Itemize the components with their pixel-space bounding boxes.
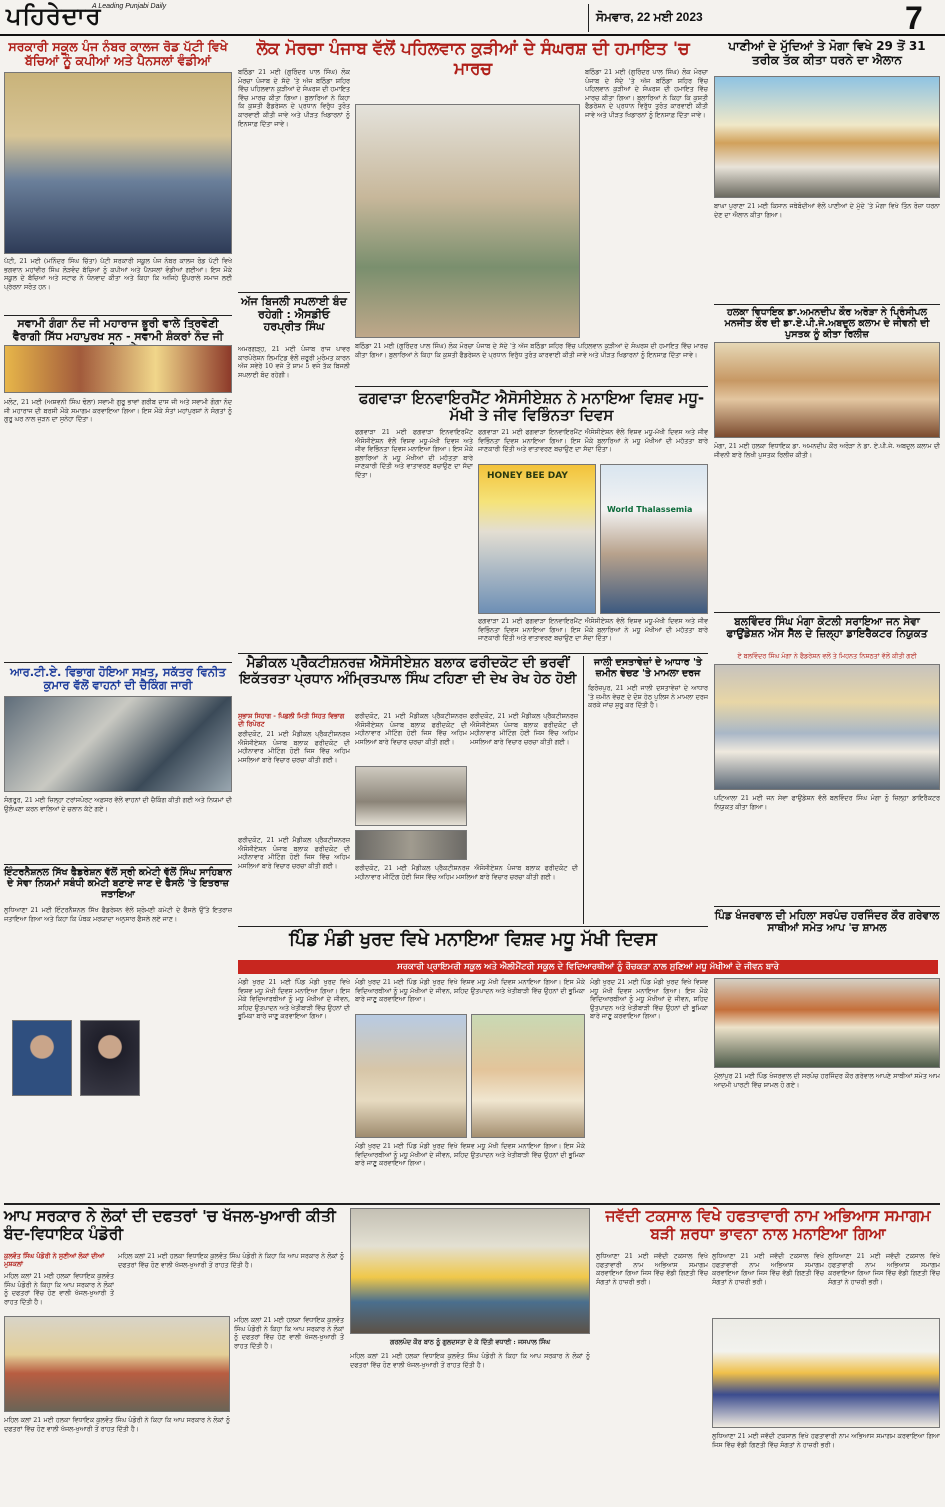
masthead: [0, 0, 945, 36]
divider: [238, 926, 708, 927]
aap-photo: [4, 1316, 230, 1412]
newspaper-logo: ਪਹਿਰੇਦਾਰ: [6, 2, 102, 30]
divider: [583, 656, 584, 924]
balwinder-photo: [714, 664, 940, 790]
mandi-subhead: ਸਰਕਾਰੀ ਪ੍ਰਾਇਮਰੀ ਸਕੂਲ ਅਤੇ ਐਲੀਮੈਂਟਰੀ ਸਕੂਲ ਦੇ ਵਿਦਿਆਰਥੀਆਂ ਨੂੰ ਰੌਚਕਤਾ ਨਾਲ ਸੁਣਿਆਂ ਮਧੂ ਮੱਖੀਆਂ ਦੇ ਜੀਵਨ ਬਾਰੇ: [238, 960, 938, 974]
wrestlers-headline: ਲੋਕ ਮੋਰਚਾ ਪੰਜਾਬ ਵੱਲੋਂ ਪਹਿਲਵਾਨ ਕੁੜੀਆਂ ਦੇ ਸੰਘਰਸ਼ ਦੀ ਹਮਾਇਤ 'ਚ ਮਾਰਚ: [256, 39, 690, 79]
swami-photo: [4, 345, 232, 393]
divider: [4, 315, 232, 316]
gift-photo: [350, 1208, 590, 1334]
phagwara-body-bottom: ਫਗਵਾੜਾ 21 ਮਈ ਫਗਵਾੜਾ ਇਨਵਾਇਰਮੈਂਟ ਐਸੋਸੀਏਸ਼ਨ ਵੱਲੋਂ ਵਿਸ਼ਵ ਮਧੂ-ਮੱਖੀ ਦਿਵਸ ਅਤੇ ਜੀਵ ਵਿਭਿੰਨਤਾ ਦਿਵਸ ਮਨਾਇਆ ਗਿਆ। ਇਸ ਮੌਕੇ ਬੁਲਾਰਿਆਂ ਨੇ ਮਧੂ ਮੱਖੀਆਂ ਦੀ ਮਹੱਤਤਾ ਬਾਰੇ ਜਾਣਕਾਰੀ ਦਿੱਤੀ ਅਤੇ ਵਾਤਾਵਰਣ ਬਚਾਉਣ ਦਾ ਸੱਦਾ ਦਿੱਤਾ।: [478, 617, 708, 643]
thalassemia-banner: World Thalassemia: [607, 505, 693, 514]
book-body: ਮੋਗਾ, 21 ਮਈ ਹਲਕਾ ਵਿਧਾਇਕ ਡਾ. ਅਮਨਦੀਪ ਕੌਰ ਅਰੋੜਾ ਨੇ ਡਾ. ਏ.ਪੀ.ਜੇ. ਅਬਦੁਲ ਕਲਾਮ ਦੀ ਜੀਵਨੀ ਬਾਰੇ ਲਿਖੀ ਪੁਸਤਕ ਰਿਲੀਜ਼ ਕੀਤੀ।: [714, 442, 940, 459]
school-body: ਪੱਟੀ, 21 ਮਈ (ਮਨਿੰਦਰ ਸਿੰਘ ਚਿੱਤਾ) ਪੱਟੀ ਸਰਕਾਰੀ ਸਕੂਲ ਪੰਜ ਨੰਬਰ ਕਾਲਜ ਰੋਡ ਪੱਟੀ ਵਿਖੇ ਭਗਵਾਨ ਮਹਾਂਵੀਰ ਸਿੰਘ ਲੋੜਵੰਦ ਬੱਚਿਆਂ ਨੂੰ ਕਪੀਆਂ ਅਤੇ ਪੈਨਸਲਾਂ ਵੰਡੀਆਂ ਗਈਆਂ। ਇਸ ਮੌਕੇ ਸਕੂਲ ਦੇ ਬੱਚਿਆਂ ਅਤੇ ਸਟਾਫ ਨੇ ਧੰਨਵਾਦ ਕੀਤਾ ਅਤੇ ਕਿਹਾ ਕਿ ਅਜਿਹੇ ਉਪਰਾਲੇ ਸਮਾਜ ਲਈ ਪ੍ਰੇਰਨਾ ਸਰੋਤ ਹਨ।: [4, 257, 232, 291]
mandi-body-1: ਮੰਡੀ ਖੁਰਦ 21 ਮਈ ਪਿੰਡ ਮੰਡੀ ਖੁਰਦ ਵਿਖੇ ਵਿਸ਼ਵ ਮਧੂ ਮੱਖੀ ਦਿਵਸ ਮਨਾਇਆ ਗਿਆ। ਇਸ ਮੌਕੇ ਵਿਦਿਆਰਥੀਆਂ ਨੂੰ ਮਧੂ ਮੱਖੀਆਂ ਦੇ ਜੀਵਨ, ਸ਼ਹਿਦ ਉਤਪਾਦਨ ਅਤੇ ਖੇਤੀਬਾੜੀ ਵਿੱਚ ਉਹਨਾਂ ਦੀ ਭੂਮਿਕਾ ਬਾਰੇ ਜਾਣੂ ਕਰਵਾਇਆ ਗਿਆ।: [238, 978, 350, 1021]
divider: [238, 653, 708, 654]
rto-body: ਸੰਗਰੂਰ, 21 ਮਈ ਜ਼ਿਲ੍ਹਾ ਟਰਾਂਸਪੋਰਟ ਅਫ਼ਸਰ ਵੱਲੋਂ ਵਾਹਨਾਂ ਦੀ ਚੈਕਿੰਗ ਕੀਤੀ ਗਈ ਅਤੇ ਨਿਯਮਾਂ ਦੀ ਉਲੰਘਣਾ ਕਰਨ ਵਾਲਿਆਂ ਦੇ ਚਲਾਨ ਕੱਟੇ ਗਏ।: [4, 796, 232, 813]
aap-body-1: ਮਹਿਲ ਕਲਾਂ 21 ਮਈ ਹਲਕਾ ਵਿਧਾਇਕ ਕੁਲਵੰਤ ਸਿੰਘ ਪੰਡੋਰੀ ਨੇ ਕਿਹਾ ਕਿ ਆਪ ਸਰਕਾਰ ਨੇ ਲੋਕਾਂ ਨੂੰ ਦਫਤਰਾਂ ਵਿੱਚ ਹੋਣ ਵਾਲੀ ਖੱਜਲ-ਖੁਆਰੀ ਤੋਂ ਰਾਹਤ ਦਿੱਤੀ ਹੈ।: [4, 1272, 114, 1306]
khanjarwal-headline: ਪਿੰਡ ਖੰਜਰਵਾਲ ਦੀ ਮਹਿਲਾ ਸਰਪੰਚ ਹਰਜਿੰਦਰ ਕੌਰ ਗਰੇਵਾਲ ਸਾਥੀਆਂ ਸਮੇਤ ਆਪ 'ਚ ਸ਼ਾਮਲ: [714, 910, 940, 935]
masthead-divider: [588, 4, 589, 32]
taksal-headline: ਜਵੱਦੀ ਟਕਸਾਲ ਵਿਖੇ ਹਫਤਾਵਾਰੀ ਨਾਮ ਅਭਿਆਸ ਸਮਾਗਮ ਬੜੀ ਸ਼ਰਧਾ ਭਾਵਨਾ ਨਾਲ ਮਨਾਇਆ ਗਿਆ: [605, 1207, 931, 1243]
medical-body: ਫਰੀਦਕੋਟ, 21 ਮਈ ਮੈਡੀਕਲ ਪ੍ਰੈਕਟੀਸ਼ਨਰਜ਼ ਐਸੋਸੀਏਸ਼ਨ ਪੰਜਾਬ ਬਲਾਕ ਫਰੀਦਕੋਟ ਦੀ ਮਹੀਨਾਵਾਰ ਮੀਟਿੰਗ ਹੋਈ ਜਿਸ ਵਿੱਚ ਅਹਿਮ ਮਸਲਿਆਂ ਬਾਰੇ ਵਿਚਾਰ ਚਰਚਾ ਕੀਤੀ ਗਈ।: [238, 730, 350, 764]
book-headline: ਹਲਕਾ ਵਿਧਾਇਕ ਡਾ.ਅਮਨਦੀਪ ਕੌਰ ਅਰੋੜਾ ਨੇ ਪ੍ਰਿੰਸੀਪਲ ਮਨਜੀਤ ਕੌਰ ਦੀ ਡਾ.ਏ.ਪੀ.ਜੇ.ਅਬਦੁਲ ਕਲਾਮ ਦੇ ਜੀਵਨੀ ਦੀ ਪੁਸਤਕ ਨੂੰ ਕੀਤਾ ਰਿਲੀਜ਼: [724, 307, 930, 340]
school-headline: ਸਰਕਾਰੀ ਸਕੂਲ ਪੰਜ ਨੰਬਰ ਕਾਲਜ ਰੋਡ ਪੱਟੀ ਵਿਖੇ ਬੱਚਿਆਂ ਨੂੰ ਕਪੀਆਂ ਅਤੇ ਪੈਨਸਲਾਂ ਵੰਡੀਆਂ: [8, 39, 228, 69]
fakedocs-headline: ਜਾਲੀ ਦਸਤਾਵੇਜ਼ਾਂ ਦੇ ਆਧਾਰ 'ਤੇ ਜ਼ਮੀਨ ਵੇਚਣ 'ਤੇ ਮਾਮਲਾ ਦਰਜ: [594, 657, 702, 679]
balwinder-headline: ਬਲਵਿੰਦਰ ਸਿੰਘ ਮੰਗਾ ਕੋਟਲੀ ਸਰਾਇਆ ਜਨ ਸੇਵਾ ਫਾਉਂਡੇਸ਼ਨ ਔਸ ਸੈੱਲ ਦੇ ਜ਼ਿਲ੍ਹਾ ਡਾਇਰੈਕਟਰ ਨਿਯੁਕਤ: [726, 616, 928, 641]
taksal-body-4: ਲੁਧਿਆਣਾ 21 ਮਈ ਜਵੱਦੀ ਟਕਸਾਲ ਵਿਖੇ ਹਫਤਾਵਾਰੀ ਨਾਮ ਅਭਿਆਸ ਸਮਾਗਮ ਕਰਵਾਇਆ ਗਿਆ ਜਿਸ ਵਿੱਚ ਵੱਡੀ ਗਿਣਤੀ ਵਿੱਚ ਸੰਗਤਾਂ ਨੇ ਹਾਜ਼ਰੀ ਭਰੀ।: [712, 1432, 940, 1449]
moga-body: ਬਾਘਾ ਪੁਰਾਣਾ 21 ਮਈ ਕਿਸਾਨ ਜਥੇਬੰਦੀਆਂ ਵੱਲੋਂ ਪਾਣੀਆਂ ਦੇ ਮੁੱਦੇ 'ਤੇ ਮੋਗਾ ਵਿਖੇ ਤਿੰਨ ਰੋਜ਼ਾ ਧਰਨਾ ਦੇਣ ਦਾ ਐਲਾਨ ਕੀਤਾ ਗਿਆ।: [714, 202, 940, 219]
divider: [4, 662, 232, 663]
bee-day-banner: HONEY BEE DAY: [487, 471, 568, 481]
phagwara-body-top: ਫਗਵਾੜਾ 21 ਮਈ ਫਗਵਾੜਾ ਇਨਵਾਇਰਮੈਂਟ ਐਸੋਸੀਏਸ਼ਨ ਵੱਲੋਂ ਵਿਸ਼ਵ ਮਧੂ-ਮੱਖੀ ਦਿਵਸ ਅਤੇ ਜੀਵ ਵਿਭਿੰਨਤਾ ਦਿਵਸ ਮਨਾਇਆ ਗਿਆ। ਇਸ ਮੌਕੇ ਬੁਲਾਰਿਆਂ ਨੇ ਮਧੂ ਮੱਖੀਆਂ ਦੀ ਮਹੱਤਤਾ ਬਾਰੇ ਜਾਣਕਾਰੀ ਦਿੱਤੀ ਅਤੇ ਵਾਤਾਵਰਣ ਬਚਾਉਣ ਦਾ ਸੱਦਾ ਦਿੱਤਾ।: [478, 428, 708, 454]
divider: [355, 386, 708, 387]
rto-headline: ਆਰ.ਟੀ.ਏ. ਵਿਭਾਗ ਹੋਇਆ ਸਖ਼ਤ, ਸਕੱਤਰ ਵਿਨੀਤ ਕੁਮਾਰ ਵੱਲੋਂ ਵਾਹਨਾਂ ਦੀ ਚੈਕਿੰਗ ਜਾਰੀ: [10, 665, 226, 693]
isf-headline: ਇੰਟਰਨੈਸ਼ਨਲ ਸਿੱਖ ਫੈਡਰੇਸ਼ਨ ਵੱਲੋਂ ਸ੍ਰੀ ਕਮੇਟੀ ਵੱਲੋਂ ਸਿੰਘ ਸਾਹਿਬਾਨ ਦੇ ਸੇਵਾ ਨਿਯਮਾਂ ਸਬੰਧੀ ਕਮੇਟੀ ਬਣਾਏ ਜਾਣ ਦੇ ਫੈਸਲੇ 'ਤੇ ਇਤਰਾਜ਼ ਜਤਾਇਆ: [4, 867, 232, 900]
medical-body-2: ਫਰੀਦਕੋਟ, 21 ਮਈ ਮੈਡੀਕਲ ਪ੍ਰੈਕਟੀਸ਼ਨਰਜ਼ ਐਸੋਸੀਏਸ਼ਨ ਪੰਜਾਬ ਬਲਾਕ ਫਰੀਦਕੋਟ ਦੀ ਮਹੀਨਾਵਾਰ ਮੀਟਿੰਗ ਹੋਈ ਜਿਸ ਵਿੱਚ ਅਹਿਮ ਮਸਲਿਆਂ ਬਾਰੇ ਵਿਚਾਰ ਚਰਚਾ ਕੀਤੀ ਗਈ।: [238, 836, 350, 870]
taksal-body-2: ਲੁਧਿਆਣਾ 21 ਮਈ ਜਵੱਦੀ ਟਕਸਾਲ ਵਿਖੇ ਹਫਤਾਵਾਰੀ ਨਾਮ ਅਭਿਆਸ ਸਮਾਗਮ ਕਰਵਾਇਆ ਗਿਆ ਜਿਸ ਵਿੱਚ ਵੱਡੀ ਗਿਣਤੀ ਵਿੱਚ ਸੰਗਤਾਂ ਨੇ ਹਾਜ਼ਰੀ ਭਰੀ।: [712, 1252, 824, 1286]
gift-caption: ਗਰਲਪੰਦ ਕੌਰ ਬਾਠ ਨੂੰ ਗੁਲਦਸਤਾ ਦੇ ਕੇ ਦਿੱਤੀ ਵਧਾਈ : ਜਸਪਾਲ ਸਿੰਘ: [389, 1338, 551, 1346]
phagwara-body: ਫਗਵਾੜਾ 21 ਮਈ ਫਗਵਾੜਾ ਇਨਵਾਇਰਮੈਂਟ ਐਸੋਸੀਏਸ਼ਨ ਵੱਲੋਂ ਵਿਸ਼ਵ ਮਧੂ-ਮੱਖੀ ਦਿਵਸ ਅਤੇ ਜੀਵ ਵਿਭਿੰਨਤਾ ਦਿਵਸ ਮਨਾਇਆ ਗਿਆ। ਇਸ ਮੌਕੇ ਬੁਲਾਰਿਆਂ ਨੇ ਮਧੂ ਮੱਖੀਆਂ ਦੀ ਮਹੱਤਤਾ ਬਾਰੇ ਜਾਣਕਾਰੀ ਦਿੱਤੀ ਅਤੇ ਵਾਤਾਵਰਣ ਬਚਾਉਣ ਦਾ ਸੱਦਾ ਦਿੱਤਾ।: [355, 428, 473, 479]
taksal-body-3: ਲੁਧਿਆਣਾ 21 ਮਈ ਜਵੱਦੀ ਟਕਸਾਲ ਵਿਖੇ ਹਫਤਾਵਾਰੀ ਨਾਮ ਅਭਿਆਸ ਸਮਾਗਮ ਕਰਵਾਇਆ ਗਿਆ ਜਿਸ ਵਿੱਚ ਵੱਡੀ ਗਿਣਤੀ ਵਿੱਚ ਸੰਗਤਾਂ ਨੇ ਹਾਜ਼ਰੀ ਭਰੀ।: [828, 1252, 940, 1286]
divider: [4, 1203, 940, 1205]
aap-body-3: ਮਹਿਲ ਕਲਾਂ 21 ਮਈ ਹਲਕਾ ਵਿਧਾਇਕ ਕੁਲਵੰਤ ਸਿੰਘ ਪੰਡੋਰੀ ਨੇ ਕਿਹਾ ਕਿ ਆਪ ਸਰਕਾਰ ਨੇ ਲੋਕਾਂ ਨੂੰ ਦਫਤਰਾਂ ਵਿੱਚ ਹੋਣ ਵਾਲੀ ਖੱਜਲ-ਖੁਆਰੀ ਤੋਂ ਰਾਹਤ ਦਿੱਤੀ ਹੈ।: [234, 1316, 344, 1350]
issue-date: ਸੋਮਵਾਰ, 22 ਮਈ 2023: [596, 10, 703, 24]
khanjarwal-body: ਮੁੱਲਾਂਪੁਰ 21 ਮਈ ਪਿੰਡ ਖੰਜਰਵਾਲ ਦੀ ਸਰਪੰਚ ਹਰਜਿੰਦਰ ਕੌਰ ਗਰੇਵਾਲ ਆਪਣੇ ਸਾਥੀਆਂ ਸਮੇਤ ਆਮ ਆਦਮੀ ਪਾਰਟੀ ਵਿੱਚ ਸ਼ਾਮਲ ਹੋ ਗਏ।: [714, 1072, 940, 1089]
fakedocs-body: ਫਿਰੋਜ਼ਪੁਰ, 21 ਮਈ ਜਾਲੀ ਦਸਤਾਵੇਜ਼ਾਂ ਦੇ ਆਧਾਰ 'ਤੇ ਜ਼ਮੀਨ ਵੇਚਣ ਦੇ ਦੋਸ਼ ਹੇਠ ਪੁਲਿਸ ਨੇ ਮਾਮਲਾ ਦਰਜ ਕਰਕੇ ਜਾਂਚ ਸ਼ੁਰੂ ਕਰ ਦਿੱਤੀ ਹੈ।: [588, 684, 708, 710]
medical-photo-1: [355, 766, 467, 826]
aap-headline: ਆਪ ਸਰਕਾਰ ਨੇ ਲੋਕਾਂ ਦੀ ਦਫਤਰਾਂ 'ਚ ਖੱਜਲ-ਖੁਆਰੀ ਕੀਤੀ ਬੰਦ-ਵਿਧਾਇਕ ਪੰਡੋਰੀ: [4, 1207, 336, 1243]
taksal-photo: [712, 1318, 940, 1428]
wrestlers-body-bottom: ਬਠਿੰਡਾ 21 ਮਈ (ਗੁਰਿੰਦਰ ਪਾਲ ਸਿੰਘ) ਲੋਕ ਮੋਰਚਾ ਪੰਜਾਬ ਦੇ ਸੱਦੇ 'ਤੇ ਅੱਜ ਬਠਿੰਡਾ ਸ਼ਹਿਰ ਵਿੱਚ ਪਹਿਲਵਾਨ ਕੁੜੀਆਂ ਦੇ ਸੰਘਰਸ਼ ਦੀ ਹਮਾਇਤ ਵਿੱਚ ਮਾਰਚ ਕੀਤਾ ਗਿਆ। ਬੁਲਾਰਿਆਂ ਨੇ ਕਿਹਾ ਕਿ ਕੁਸ਼ਤੀ ਫੈਡਰੇਸ਼ਨ ਦੇ ਪ੍ਰਧਾਨ ਵਿਰੁੱਧ ਤੁਰੰਤ ਕਾਰਵਾਈ ਕੀਤੀ ਜਾਵੇ ਅਤੇ ਪੀੜਤ ਖਿਡਾਰਨਾਂ ਨੂੰ ਇਨਸਾਫ਼ ਦਿੱਤਾ ਜਾਵੇ।: [355, 342, 708, 359]
portrait-2: [80, 1020, 140, 1096]
aap-byline: ਕੁਲਵੰਤ ਸਿੰਘ ਪੰਡੋਰੀ ਨੇ ਸੁਣੀਆਂ ਲੋਕਾਂ ਦੀਆਂ ਮੁਸ਼ਕਲਾਂ: [4, 1252, 105, 1269]
newspaper-tagline: A Leading Punjabi Daily: [92, 3, 167, 10]
page-number: 7: [905, 0, 923, 36]
wrestlers-body-left: ਬਠਿੰਡਾ 21 ਮਈ (ਗੁਰਿੰਦਰ ਪਾਲ ਸਿੰਘ) ਲੋਕ ਮੋਰਚਾ ਪੰਜਾਬ ਦੇ ਸੱਦੇ 'ਤੇ ਅੱਜ ਬਠਿੰਡਾ ਸ਼ਹਿਰ ਵਿੱਚ ਪਹਿਲਵਾਨ ਕੁੜੀਆਂ ਦੇ ਸੰਘਰਸ਼ ਦੀ ਹਮਾਇਤ ਵਿੱਚ ਮਾਰਚ ਕੀਤਾ ਗਿਆ। ਬੁਲਾਰਿਆਂ ਨੇ ਕਿਹਾ ਕਿ ਕੁਸ਼ਤੀ ਫੈਡਰੇਸ਼ਨ ਦੇ ਪ੍ਰਧਾਨ ਵਿਰੁੱਧ ਤੁਰੰਤ ਕਾਰਵਾਈ ਕੀਤੀ ਜਾਵੇ ਅਤੇ ਪੀੜਤ ਖਿਡਾਰਨਾਂ ਨੂੰ ਇਨਸਾਫ਼ ਦਿੱਤਾ ਜਾਵੇ।: [238, 68, 350, 128]
aap-body-2: ਮਹਿਲ ਕਲਾਂ 21 ਮਈ ਹਲਕਾ ਵਿਧਾਇਕ ਕੁਲਵੰਤ ਸਿੰਘ ਪੰਡੋਰੀ ਨੇ ਕਿਹਾ ਕਿ ਆਪ ਸਰਕਾਰ ਨੇ ਲੋਕਾਂ ਨੂੰ ਦਫਤਰਾਂ ਵਿੱਚ ਹੋਣ ਵਾਲੀ ਖੱਜਲ-ਖੁਆਰੀ ਤੋਂ ਰਾਹਤ ਦਿੱਤੀ ਹੈ।: [118, 1252, 344, 1269]
aap-body-4: ਮਹਿਲ ਕਲਾਂ 21 ਮਈ ਹਲਕਾ ਵਿਧਾਇਕ ਕੁਲਵੰਤ ਸਿੰਘ ਪੰਡੋਰੀ ਨੇ ਕਿਹਾ ਕਿ ਆਪ ਸਰਕਾਰ ਨੇ ਲੋਕਾਂ ਨੂੰ ਦਫਤਰਾਂ ਵਿੱਚ ਹੋਣ ਵਾਲੀ ਖੱਜਲ-ਖੁਆਰੀ ਤੋਂ ਰਾਹਤ ਦਿੱਤੀ ਹੈ।: [4, 1416, 230, 1433]
mandi-body-4: ਮੰਡੀ ਖੁਰਦ 21 ਮਈ ਪਿੰਡ ਮੰਡੀ ਖੁਰਦ ਵਿਖੇ ਵਿਸ਼ਵ ਮਧੂ ਮੱਖੀ ਦਿਵਸ ਮਨਾਇਆ ਗਿਆ। ਇਸ ਮੌਕੇ ਵਿਦਿਆਰਥੀਆਂ ਨੂੰ ਮਧੂ ਮੱਖੀਆਂ ਦੇ ਜੀਵਨ, ਸ਼ਹਿਦ ਉਤਪਾਦਨ ਅਤੇ ਖੇਤੀਬਾੜੀ ਵਿੱਚ ਉਹਨਾਂ ਦੀ ਭੂਮਿਕਾ ਬਾਰੇ ਜਾਣੂ ਕਰਵਾਇਆ ਗਿਆ।: [590, 978, 708, 1021]
balwinder-body: ਪਟਿਆਲਾ 21 ਮਈ ਜਨ ਸੇਵਾ ਫਾਉਂਡੇਸ਼ਨ ਵੱਲੋਂ ਬਲਵਿੰਦਰ ਸਿੰਘ ਮੰਗਾ ਨੂੰ ਜ਼ਿਲ੍ਹਾ ਡਾਇਰੈਕਟਰ ਨਿਯੁਕਤ ਕੀਤਾ ਗਿਆ।: [714, 794, 940, 811]
swami-headline: ਸਵਾਮੀ ਗੰਗਾ ਨੰਦ ਜੀ ਮਹਾਰਾਜ ਭੂਰੀ ਵਾਲੇ ਤ੍ਰਿਵੇਣੀ ਵੈਰਾਗੀ ਸਿੱਧ ਮਹਾਪੁਰਖ ਸਨ - ਸਵਾਮੀ ਸ਼ੰਕਰਾਂ ਨੰਦ ਜੀ: [12, 317, 224, 343]
medical-body-3: ਫਰੀਦਕੋਟ, 21 ਮਈ ਮੈਡੀਕਲ ਪ੍ਰੈਕਟੀਸ਼ਨਰਜ਼ ਐਸੋਸੀਏਸ਼ਨ ਪੰਜਾਬ ਬਲਾਕ ਫਰੀਦਕੋਟ ਦੀ ਮਹੀਨਾਵਾਰ ਮੀਟਿੰਗ ਹੋਈ ਜਿਸ ਵਿੱਚ ਅਹਿਮ ਮਸਲਿਆਂ ਬਾਰੇ ਵਿਚਾਰ ਚਰਚਾ ਕੀਤੀ ਗਈ।: [355, 712, 467, 746]
divider: [4, 864, 232, 865]
divider: [238, 292, 350, 293]
power-headline: ਅੱਜ ਬਿਜਲੀ ਸਪਲਾਈ ਬੰਦ ਰਹੇਗੀ : ਐਸਡੀਓ ਹਰਪ੍ਰੀਤ ਸਿੰਘ: [241, 295, 347, 334]
moga-headline: ਪਾਣੀਆਂ ਦੇ ਮੁੱਦਿਆਂ ਤੇ ਮੋਗਾ ਵਿਖੇ 29 ਤੋਂ 31 ਤਰੀਕ ਤੱਕ ਕੀਤਾ ਧਰਨੇ ਦਾ ਐਲਾਨ: [728, 39, 926, 67]
medical-byline: ਸੁਭਾਸ਼ ਸਿਹਾਗ - ਪਿਛਲੀ ਮਿਤੀ ਸਿਹਤ ਵਿਭਾਗ ਦੀ ਰਿਪੋਰਟ: [238, 712, 345, 728]
medical-headline: ਮੈਡੀਕਲ ਪ੍ਰੈਕਟੀਸ਼ਨਰਜ਼ ਐਸੋਸੀਏਸ਼ਨ ਬਲਾਕ ਫਰੀਦਕੋਟ ਦੀ ਭਰਵੀਂ ਇਕੱਤਰਤਾ ਪ੍ਰਧਾਨ ਅੰਮ੍ਰਿਤਪਾਲ ਸਿੰਘ ਟਹਿਣਾ ਦੀ ਦੇਖ ਰੇਖ ਹੇਠ ਹੋਈ: [239, 655, 577, 687]
divider: [714, 304, 940, 305]
swami-body: ਮਲੋਟ, 21 ਮਈ (ਅਸ਼ਵਨੀ ਸਿੰਘ ਢੋਲਾ) ਸਵਾਮੀ ਗੁਰੂ ਭਾਵਾਂ ਗਰੀਬ ਦਾਸ ਜੀ ਅਤੇ ਸਵਾਮੀ ਗੰਗਾ ਨੰਦ ਜੀ ਮਹਾਰਾਜ ਦੀ ਬਰਸੀ ਮੌਕੇ ਸਮਾਗਮ ਕਰਵਾਇਆ ਗਿਆ। ਇਸ ਮੌਕੇ ਸੰਤਾਂ ਮਹਾਂਪੁਰਸ਼ਾਂ ਨੇ ਸੰਗਤਾਂ ਨੂੰ ਗੁਰੂ ਘਰ ਨਾਲ ਜੁੜਨ ਦਾ ਸੁਨੇਹਾ ਦਿੱਤਾ।: [4, 398, 232, 424]
bee-day-photo: [478, 464, 596, 614]
mandi-headline: ਪਿੰਡ ਮੰਡੀ ਖੁਰਦ ਵਿਖੇ ਮਨਾਇਆ ਵਿਸ਼ਵ ਮਧੂ ਮੱਖੀ ਦਿਵਸ: [289, 929, 657, 950]
book-photo: [714, 342, 940, 438]
mandi-body-3: ਮੰਡੀ ਖੁਰਦ 21 ਮਈ ਪਿੰਡ ਮੰਡੀ ਖੁਰਦ ਵਿਖੇ ਵਿਸ਼ਵ ਮਧੂ ਮੱਖੀ ਦਿਵਸ ਮਨਾਇਆ ਗਿਆ। ਇਸ ਮੌਕੇ ਵਿਦਿਆਰਥੀਆਂ ਨੂੰ ਮਧੂ ਮੱਖੀਆਂ ਦੇ ਜੀਵਨ, ਸ਼ਹਿਦ ਉਤਪਾਦਨ ਅਤੇ ਖੇਤੀਬਾੜੀ ਵਿੱਚ ਉਹਨਾਂ ਦੀ ਭੂਮਿਕਾ ਬਾਰੇ ਜਾਣੂ ਕਰਵਾਇਆ ਗਿਆ।: [355, 1142, 585, 1168]
mandi-body-2: ਮੰਡੀ ਖੁਰਦ 21 ਮਈ ਪਿੰਡ ਮੰਡੀ ਖੁਰਦ ਵਿਖੇ ਵਿਸ਼ਵ ਮਧੂ ਮੱਖੀ ਦਿਵਸ ਮਨਾਇਆ ਗਿਆ। ਇਸ ਮੌਕੇ ਵਿਦਿਆਰਥੀਆਂ ਨੂੰ ਮਧੂ ਮੱਖੀਆਂ ਦੇ ਜੀਵਨ, ਸ਼ਹਿਦ ਉਤਪਾਦਨ ਅਤੇ ਖੇਤੀਬਾੜੀ ਵਿੱਚ ਉਹਨਾਂ ਦੀ ਭੂਮਿਕਾ ਬਾਰੇ ਜਾਣੂ ਕਰਵਾਇਆ ਗਿਆ।: [355, 978, 585, 1004]
portrait-1: [12, 1020, 72, 1096]
balwinder-byline: ਏ ਬਲਵਿੰਦਰ ਸਿੰਘ ਮੰਗਾ ਨੇ ਫੈਡਰੇਸ਼ਨ ਵਲੋਂ ਤੇ ਮਿਹਨਤ ਨਿਸ਼ਠਤਾਂ ਵੱਲੋਂ ਕੀਤੀ ਗਈ: [737, 652, 917, 660]
khanjarwal-photo: [714, 978, 940, 1068]
phagwara-headline: ਫਗਵਾੜਾ ਇਨਵਾਇਰਮੈਂਟ ਐਸੋਸੀਏਸ਼ਨ ਨੇ ਮਨਾਇਆ ਵਿਸ਼ਵ ਮਧੂ-ਮੱਖੀ ਤੇ ਜੀਵ ਵਿਭਿੰਨਤਾ ਦਿਵਸ: [358, 389, 705, 425]
gift-body: ਮਹਿਲ ਕਲਾਂ 21 ਮਈ ਹਲਕਾ ਵਿਧਾਇਕ ਕੁਲਵੰਤ ਸਿੰਘ ਪੰਡੋਰੀ ਨੇ ਕਿਹਾ ਕਿ ਆਪ ਸਰਕਾਰ ਨੇ ਲੋਕਾਂ ਨੂੰ ਦਫਤਰਾਂ ਵਿੱਚ ਹੋਣ ਵਾਲੀ ਖੱਜਲ-ਖੁਆਰੀ ਤੋਂ ਰਾਹਤ ਦਿੱਤੀ ਹੈ।: [350, 1352, 590, 1369]
thalassemia-photo: [600, 464, 708, 614]
wrestlers-photo: [355, 104, 580, 338]
medical-photo-2: [355, 830, 467, 860]
mandi-photo-1: [355, 1014, 467, 1138]
medical-body-5: ਫਰੀਦਕੋਟ, 21 ਮਈ ਮੈਡੀਕਲ ਪ੍ਰੈਕਟੀਸ਼ਨਰਜ਼ ਐਸੋਸੀਏਸ਼ਨ ਪੰਜਾਬ ਬਲਾਕ ਫਰੀਦਕੋਟ ਦੀ ਮਹੀਨਾਵਾਰ ਮੀਟਿੰਗ ਹੋਈ ਜਿਸ ਵਿੱਚ ਅਹਿਮ ਮਸਲਿਆਂ ਬਾਰੇ ਵਿਚਾਰ ਚਰਚਾ ਕੀਤੀ ਗਈ।: [355, 864, 578, 881]
moga-photo: [714, 76, 940, 198]
school-photo: [4, 72, 232, 254]
mandi-photo-2: [471, 1014, 585, 1138]
power-body: ਅਮਰਗੜ੍ਹ, 21 ਮਈ ਪੰਜਾਬ ਰਾਜ ਪਾਵਰ ਕਾਰਪੋਰੇਸ਼ਨ ਲਿਮਟਿਡ ਵੱਲੋਂ ਜ਼ਰੂਰੀ ਮੁਰੰਮਤ ਕਾਰਨ ਅੱਜ ਸਵੇਰੇ 10 ਵਜੇ ਤੋਂ ਸ਼ਾਮ 5 ਵਜੇ ਤੱਕ ਬਿਜਲੀ ਸਪਲਾਈ ਬੰਦ ਰਹੇਗੀ।: [238, 345, 350, 379]
medical-body-4: ਫਰੀਦਕੋਟ, 21 ਮਈ ਮੈਡੀਕਲ ਪ੍ਰੈਕਟੀਸ਼ਨਰਜ਼ ਐਸੋਸੀਏਸ਼ਨ ਪੰਜਾਬ ਬਲਾਕ ਫਰੀਦਕੋਟ ਦੀ ਮਹੀਨਾਵਾਰ ਮੀਟਿੰਗ ਹੋਈ ਜਿਸ ਵਿੱਚ ਅਹਿਮ ਮਸਲਿਆਂ ਬਾਰੇ ਵਿਚਾਰ ਚਰਚਾ ਕੀਤੀ ਗਈ।: [470, 712, 578, 746]
isf-body: ਲੁਧਿਆਣਾ 21 ਮਈ ਇੰਟਰਨੈਸ਼ਨਲ ਸਿੱਖ ਫੈਡਰੇਸ਼ਨ ਵੱਲੋਂ ਸ਼੍ਰੋਮਣੀ ਕਮੇਟੀ ਦੇ ਫੈਸਲੇ ਉੱਤੇ ਇਤਰਾਜ਼ ਜਤਾਇਆ ਗਿਆ ਅਤੇ ਕਿਹਾ ਕਿ ਪੰਥਕ ਮਰਯਾਦਾ ਅਨੁਸਾਰ ਫੈਸਲੇ ਲਏ ਜਾਣ।: [4, 906, 232, 923]
rto-photo: [4, 696, 232, 792]
divider: [714, 612, 940, 613]
taksal-body-1: ਲੁਧਿਆਣਾ 21 ਮਈ ਜਵੱਦੀ ਟਕਸਾਲ ਵਿਖੇ ਹਫਤਾਵਾਰੀ ਨਾਮ ਅਭਿਆਸ ਸਮਾਗਮ ਕਰਵਾਇਆ ਗਿਆ ਜਿਸ ਵਿੱਚ ਵੱਡੀ ਗਿਣਤੀ ਵਿੱਚ ਸੰਗਤਾਂ ਨੇ ਹਾਜ਼ਰੀ ਭਰੀ।: [596, 1252, 708, 1286]
wrestlers-body-right: ਬਠਿੰਡਾ 21 ਮਈ (ਗੁਰਿੰਦਰ ਪਾਲ ਸਿੰਘ) ਲੋਕ ਮੋਰਚਾ ਪੰਜਾਬ ਦੇ ਸੱਦੇ 'ਤੇ ਅੱਜ ਬਠਿੰਡਾ ਸ਼ਹਿਰ ਵਿੱਚ ਪਹਿਲਵਾਨ ਕੁੜੀਆਂ ਦੇ ਸੰਘਰਸ਼ ਦੀ ਹਮਾਇਤ ਵਿੱਚ ਮਾਰਚ ਕੀਤਾ ਗਿਆ। ਬੁਲਾਰਿਆਂ ਨੇ ਕਿਹਾ ਕਿ ਕੁਸ਼ਤੀ ਫੈਡਰੇਸ਼ਨ ਦੇ ਪ੍ਰਧਾਨ ਵਿਰੁੱਧ ਤੁਰੰਤ ਕਾਰਵਾਈ ਕੀਤੀ ਜਾਵੇ ਅਤੇ ਪੀੜਤ ਖਿਡਾਰਨਾਂ ਨੂੰ ਇਨਸਾਫ਼ ਦਿੱਤਾ ਜਾਵੇ।: [585, 68, 708, 119]
divider: [714, 906, 940, 907]
